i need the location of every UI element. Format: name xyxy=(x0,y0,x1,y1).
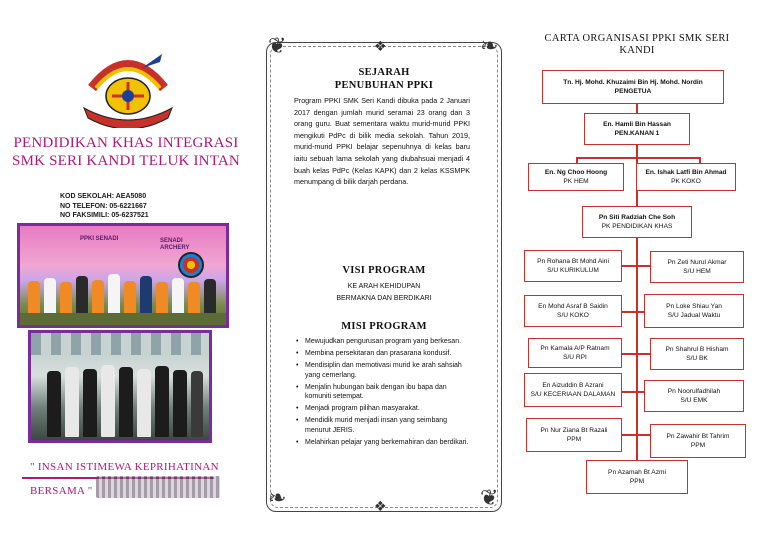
connector-line xyxy=(622,434,650,436)
school-crest-logo xyxy=(82,48,174,128)
bottom-flourish-icon: ❖ xyxy=(374,499,387,515)
group-photo-award xyxy=(28,330,212,443)
org-chart-title xyxy=(532,33,742,57)
org-node-su-kurikulum xyxy=(524,250,622,282)
mission-item: • Mewujudkan pengurusan program yang berkesan. xyxy=(296,337,474,347)
group-photo-archery xyxy=(17,223,229,328)
org-title-line-1: CARTA ORGANISASI PPKI SMK SERI xyxy=(544,33,730,44)
node-role: S/U KURIKULUM xyxy=(547,267,599,274)
node-name: Pn Rohana Bt Mohd Aini xyxy=(537,257,609,265)
front-cover-panel xyxy=(0,0,256,543)
node-role: PK KOKO xyxy=(671,178,701,185)
node-role: S/U Jadual Waktu xyxy=(667,312,721,319)
node-role: PPM xyxy=(566,436,582,443)
node-role: S/U HEM xyxy=(683,268,711,275)
slogan-ribbon-ornament xyxy=(96,476,220,498)
mission-item: • Melahirkan pelajar yang berkemahiran dan berdikari. xyxy=(296,438,474,448)
mission-item: • Menjadi program pilihan masyarakat. xyxy=(296,404,474,414)
vision-text xyxy=(286,281,482,305)
org-title-line-2: KANDI xyxy=(619,45,655,56)
history-panel xyxy=(256,0,512,543)
mission-list xyxy=(296,337,474,450)
vision-line-1: KE ARAH KEHIDUPAN xyxy=(347,283,421,290)
org-node-su-keceriaan xyxy=(524,373,622,407)
connector-line xyxy=(622,353,650,355)
corner-flourish-icon: ❦ xyxy=(480,486,499,511)
corner-flourish-icon: ❧ xyxy=(268,486,287,511)
node-name: Pn Nur Ziana Bt Razali xyxy=(540,426,608,434)
fax-number: NO FAKSIMILI: 05-6237521 xyxy=(60,212,149,219)
connector-line xyxy=(636,238,638,460)
mission-item: • Menjalin hubungan baik dengan ibu bapa dan komuniti setempat. xyxy=(296,383,474,402)
history-title-line-2: PENUBUHAN PPKI xyxy=(334,80,434,91)
node-role: S/U RPI xyxy=(563,354,587,361)
org-node-su-rpi xyxy=(528,338,622,368)
node-name: En. Hamli Bin Hassan xyxy=(603,120,671,128)
school-title: PENDIDIKAN KHAS INTEGRASI SMK SERI KANDI TELUK INTAN xyxy=(12,135,240,169)
mission-item: • Mendidik murid menjadi insan yang seimbang menurut JERIS. xyxy=(296,416,474,435)
node-role: PPM xyxy=(629,478,645,485)
org-node-principal xyxy=(542,70,724,104)
school-contacts xyxy=(60,192,250,221)
node-role: S/U KOKO xyxy=(557,312,589,319)
school-code: KOD SEKOLAH: AEA5080 xyxy=(60,193,147,200)
node-role: PEN.KANAN 1 xyxy=(614,130,660,137)
org-node-su-koko xyxy=(524,295,622,327)
org-node-pk-pendidikan-khas xyxy=(582,206,692,238)
node-name: Pn Siti Radziah Che Soh xyxy=(598,213,676,221)
node-role: PENGETUA xyxy=(614,88,652,95)
org-chart-panel xyxy=(512,0,768,543)
node-name: Pn Loke Shiau Yan xyxy=(666,302,722,310)
org-node-su-jadual-waktu xyxy=(644,294,744,328)
node-name: Pn Noorulfadhilah xyxy=(667,387,721,395)
org-node-pen-kanan-1 xyxy=(584,113,690,145)
vision-title: VISI PROGRAM xyxy=(342,265,426,276)
node-role: S/U BK xyxy=(686,355,708,362)
node-role: PK PENDIDIKAN KHAS xyxy=(601,223,673,230)
photo-sign-archery: SENADI ARCHERY xyxy=(160,238,190,251)
node-name: En. Ng Choo Hoong xyxy=(544,168,608,176)
node-role: PPM xyxy=(690,442,706,449)
org-node-su-hem xyxy=(650,251,744,283)
node-role: PK HEM xyxy=(563,178,589,185)
history-title-line-1: SEJARAH xyxy=(358,67,410,78)
node-role: S/U EMK xyxy=(680,397,708,404)
node-name: En Mohd Asraf B Saidin xyxy=(538,302,608,310)
slogan-line-2: BERSAMA " xyxy=(30,485,93,497)
node-name: En Aizuddin B Azrani xyxy=(542,381,604,389)
slogan-line-1: " INSAN ISTIMEWA KEPRIHATINAN xyxy=(30,461,219,473)
history-title xyxy=(286,66,482,92)
corner-flourish-icon: ❦ xyxy=(268,34,287,59)
node-name: Pn Azamah Bt Azmi xyxy=(608,468,666,476)
org-node-pk-hem xyxy=(528,163,624,191)
org-node-pk-koko xyxy=(636,163,736,191)
mission-item: • Mendisiplin dan memotivasi murid ke arah sahsiah yang cemerlang. xyxy=(296,361,474,380)
org-node-su-emk xyxy=(644,380,744,412)
connector-line xyxy=(636,145,638,157)
node-role: S/U KECERIAAN DALAMAN xyxy=(530,391,616,398)
mission-title: MISI PROGRAM xyxy=(341,321,427,332)
vision-line-2: BERMAKNA DAN BERDIKARI xyxy=(336,295,432,302)
corner-flourish-icon: ❧ xyxy=(480,34,499,59)
history-paragraph: Program PPKI SMK Seri Kandi dibuka pada 2 Januari 2017 dengan jumlah murid seramai 23 orang dan 3 orang guru. Buat sementara waktu murid-murid PPKI mengikuti PdPc di bilik media sekolah. Tahun 2019, murid-murid PPKI belajar sepenuhnya di kelas baru iaitu sebuah lama sekolah yang diubahsuai menjadi 4 buah kelas PdPc (Kelas KAPK) dan 2 kelas KSSMPK menumpang di bilik darjah perdana. xyxy=(294,96,470,187)
connector-line xyxy=(576,157,700,159)
phone-number: NO TELEFON: 05-6221667 xyxy=(60,202,147,210)
node-name: Pn Zawahir Bt Tahrim xyxy=(666,432,730,440)
node-name: Pn Shahrul B Hisham xyxy=(665,345,729,353)
top-flourish-icon: ❖ xyxy=(374,39,387,55)
org-node-su-bk xyxy=(650,338,744,370)
node-name: Pn Kamala A/P Ratnam xyxy=(540,344,610,352)
org-node-ppm-1 xyxy=(526,418,622,452)
node-name: Pn Zeti Nurul Akmar xyxy=(667,258,727,266)
node-name: En. Ishak Latfi Bin Ahmad xyxy=(645,168,727,176)
connector-line xyxy=(622,265,650,267)
photo-sign-ppki: PPKI SENADI xyxy=(80,236,119,242)
org-node-ppm-3 xyxy=(586,460,688,494)
mission-item: • Membina persekitaran dan prasarana kondusif. xyxy=(296,349,474,359)
org-node-ppm-2 xyxy=(650,424,746,458)
node-name: Tn. Hj. Mohd. Khuzaimi Bin Hj. Mohd. Nordin xyxy=(563,78,703,86)
